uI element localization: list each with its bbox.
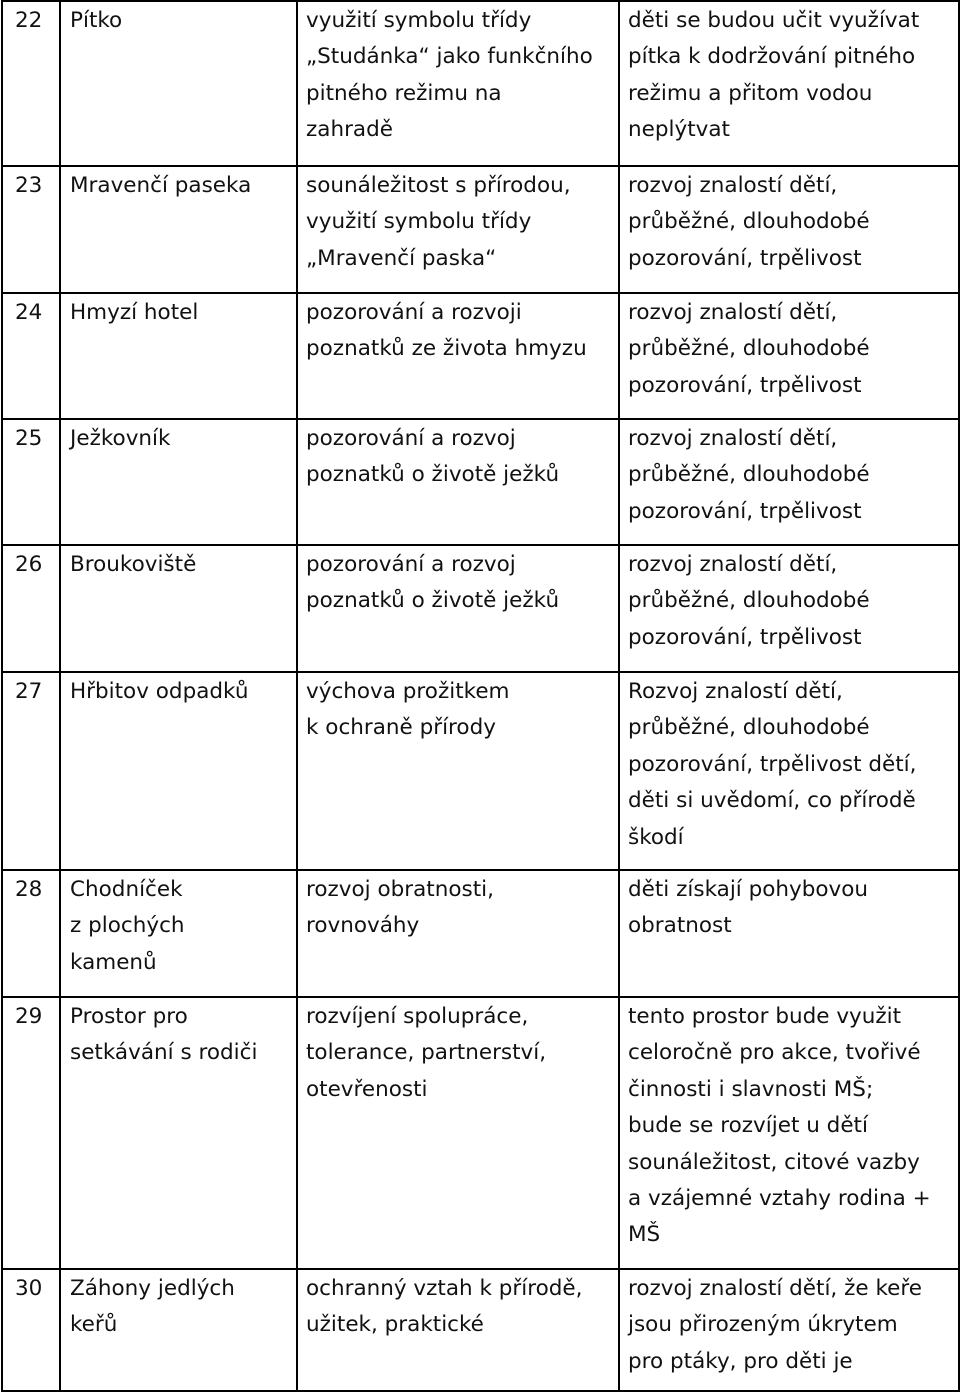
row-number: 27	[2, 672, 60, 870]
row-number: 22	[2, 1, 60, 166]
feature-name: Broukoviště	[60, 545, 297, 672]
table-row	[2, 870, 959, 997]
table-row	[2, 997, 959, 1269]
row-number: 25	[2, 419, 60, 545]
garden-features-table	[1, 0, 960, 1392]
table-row	[2, 672, 959, 870]
feature-name: Chodníček z plochých kamenů	[60, 870, 297, 997]
table-row	[2, 1269, 959, 1391]
feature-outcome: tento prostor bude využit celoročně pro akce, tvořivé činnosti i slavnosti MŠ; bude se rozvíjet u dětí sounáležitost, citové vazby a vzájemné vztahy rodina + MŠ	[619, 997, 959, 1269]
table-row	[2, 419, 959, 545]
row-number: 23	[2, 166, 60, 293]
feature-purpose: ochranný vztah k přírodě, užitek, praktické	[297, 1269, 619, 1391]
feature-name: Záhony jedlých keřů	[60, 1269, 297, 1391]
table-row	[2, 293, 959, 419]
feature-name: Mravenčí paseka	[60, 166, 297, 293]
row-number: 30	[2, 1269, 60, 1391]
feature-purpose: výchova prožitkem k ochraně přírody	[297, 672, 619, 870]
feature-purpose: pozorování a rozvoj poznatků o životě ježků	[297, 419, 619, 545]
feature-name: Prostor pro setkávání s rodiči	[60, 997, 297, 1269]
feature-purpose: sounáležitost s přírodou, využití symbolu třídy „Mravenčí paska“	[297, 166, 619, 293]
table-row	[2, 166, 959, 293]
feature-outcome: děti získají pohybovou obratnost	[619, 870, 959, 997]
feature-outcome: rozvoj znalostí dětí, průběžné, dlouhodobé pozorování, trpělivost	[619, 419, 959, 545]
feature-outcome: rozvoj znalostí dětí, průběžné, dlouhodobé pozorování, trpělivost	[619, 166, 959, 293]
feature-name: Ježkovník	[60, 419, 297, 545]
feature-outcome: Rozvoj znalostí dětí, průběžné, dlouhodobé pozorování, trpělivost dětí, děti si uvědomí, co přírodě škodí	[619, 672, 959, 870]
feature-purpose: pozorování a rozvoji poznatků ze života hmyzu	[297, 293, 619, 419]
row-number: 29	[2, 997, 60, 1269]
feature-name: Hřbitov odpadků	[60, 672, 297, 870]
table-row	[2, 545, 959, 672]
row-number: 24	[2, 293, 60, 419]
feature-outcome: rozvoj znalostí dětí, průběžné, dlouhodobé pozorování, trpělivost	[619, 545, 959, 672]
feature-purpose: pozorování a rozvoj poznatků o životě ježků	[297, 545, 619, 672]
feature-outcome: rozvoj znalostí dětí, že keře jsou přirozeným úkrytem pro ptáky, pro děti je	[619, 1269, 959, 1391]
feature-outcome: rozvoj znalostí dětí, průběžné, dlouhodobé pozorování, trpělivost	[619, 293, 959, 419]
row-number: 26	[2, 545, 60, 672]
feature-name: Pítko	[60, 1, 297, 166]
table-row	[2, 1, 959, 166]
row-number: 28	[2, 870, 60, 997]
feature-name: Hmyzí hotel	[60, 293, 297, 419]
feature-outcome: děti se budou učit využívat pítka k dodržování pitného režimu a přitom vodou neplýtvat	[619, 1, 959, 166]
feature-purpose: využití symbolu třídy „Studánka“ jako funkčního pitného režimu na zahradě	[297, 1, 619, 166]
feature-purpose: rozvoj obratnosti, rovnováhy	[297, 870, 619, 997]
feature-purpose: rozvíjení spolupráce, tolerance, partnerství, otevřenosti	[297, 997, 619, 1269]
